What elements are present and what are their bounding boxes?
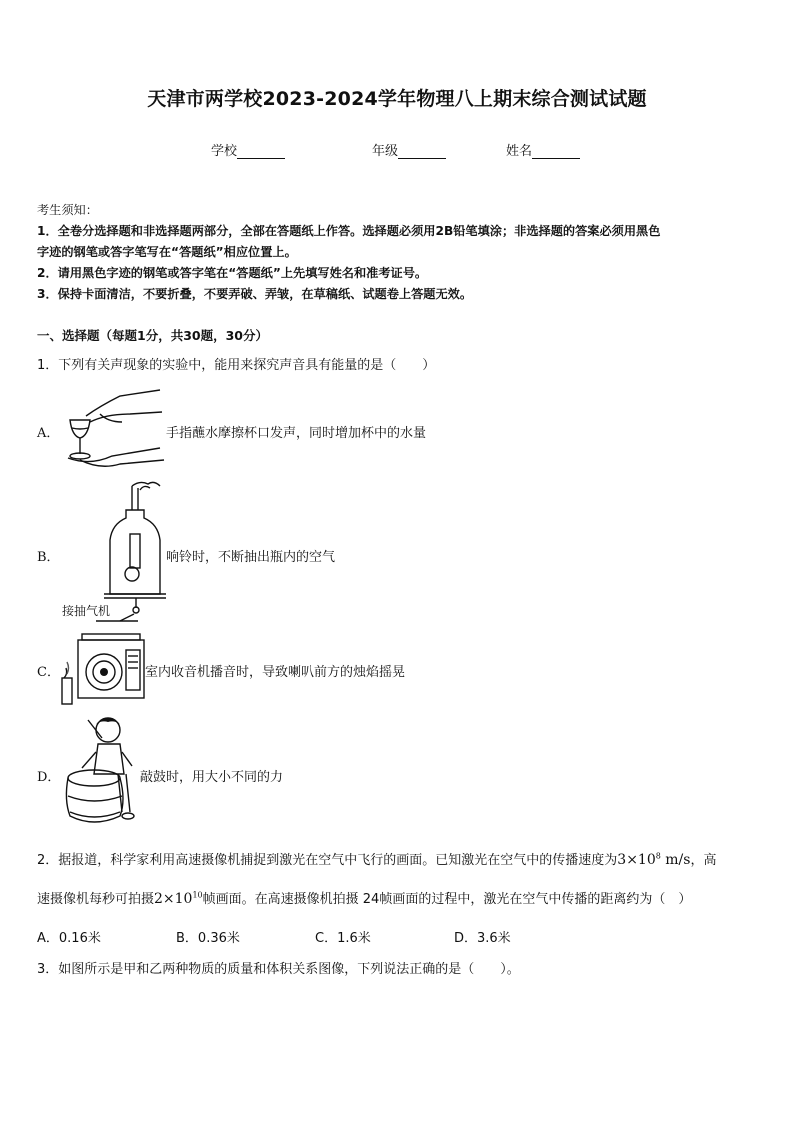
bell-jar-icon [100, 478, 170, 618]
option-d-letter: D． [37, 770, 61, 785]
q2-choice-a[interactable]: A．0.16米 [37, 931, 101, 946]
q2-stem-part: 2．据报道，科学家利用高速摄像机捕捉到激光在空气中飞行的画面。已知激光在空气中的传播速度为 [37, 853, 618, 868]
grade-label: 年级 [372, 144, 399, 159]
notice-item: 1．全卷分选择题和非选择题两部分，全部在答题纸上作答。选择题必须用2B铅笔填涂；非选择题的答案必须用黑色 [37, 224, 661, 238]
grade-blank[interactable] [398, 145, 446, 159]
school-label: 学校 [211, 144, 238, 159]
option-a-text: 手指蘸水摩擦杯口发声，同时增加杯中的水量 [166, 426, 427, 441]
page-title: 天津市两学校2023-2024学年物理八上期末综合测试试题 [147, 88, 647, 110]
school-blank[interactable] [237, 145, 285, 159]
name-field [506, 140, 580, 159]
q2-fps-value [154, 891, 203, 907]
q2-stem-part: 帧画面。在高速摄像机拍摄 24帧画面的过程中，激光在空气中传播的距离约为（ ） [202, 892, 692, 907]
option-a-letter: A． [37, 426, 60, 441]
option-b-text: 响铃时，不断抽出瓶内的空气 [166, 550, 336, 565]
option-c-text: 室内收音机播音时，导致喇叭前方的烛焰摇晃 [145, 665, 406, 680]
q2-speed-exp: 8 [655, 851, 661, 861]
name-label: 姓名 [506, 144, 533, 159]
notice-block [37, 200, 761, 305]
question-2-stem-line1 [37, 849, 761, 868]
name-blank[interactable] [532, 145, 580, 159]
grade-field [372, 140, 446, 159]
notice-item: 3．保持卡面清洁，不要折叠，不要弄破、弄皱，在草稿纸、试题卷上答题无效。 [37, 287, 473, 301]
notice-heading: 考生须知： [37, 203, 98, 217]
school-field [211, 140, 285, 159]
option-d-text: 敲鼓时，用大小不同的力 [140, 770, 284, 785]
q2-fps-exp: 10 [192, 890, 203, 900]
q2-choice-d[interactable]: D．3.6米 [454, 931, 511, 946]
q2-stem-part: 速摄像机每秒可拍摄 [37, 892, 155, 907]
question-2-stem-line2 [37, 888, 761, 907]
option-c-letter: C． [37, 665, 60, 680]
question-1-stem: 1．下列有关声现象的实验中，能用来探究声音具有能量的是（ ） [37, 358, 436, 373]
q2-speed-base: 3×10 [617, 852, 656, 868]
radio-candle-icon [58, 626, 150, 710]
wine-glass-hand-icon [60, 386, 168, 470]
notice-item: 2．请用黑色字迹的钢笔或答字笔在“答题纸”上先填写姓名和准考证号。 [37, 266, 428, 280]
option-b-caption: 接抽气机 [62, 604, 111, 618]
notice-item: 字迹的钢笔或答字笔写在“答题纸”相应位置上。 [37, 245, 297, 259]
section-heading: 一、选择题（每题1分，共30题，30分） [37, 328, 268, 343]
q2-choice-c[interactable]: C．1.6米 [315, 931, 371, 946]
question-3-stem: 3．如图所示是甲和乙两种物质的质量和体积关系图像，下列说法正确的是（ ）。 [37, 962, 520, 977]
question-2-choices [37, 927, 593, 946]
pump-pipe-icon [94, 612, 140, 624]
option-b-letter: B． [37, 550, 60, 565]
q2-stem-part: ，高 [690, 853, 717, 868]
drummer-icon [58, 712, 144, 834]
q2-speed-unit: m/s [660, 852, 691, 868]
q2-speed-value [617, 852, 690, 868]
q2-choice-b[interactable]: B．0.36米 [176, 931, 240, 946]
q2-fps-base: 2×10 [154, 891, 193, 907]
